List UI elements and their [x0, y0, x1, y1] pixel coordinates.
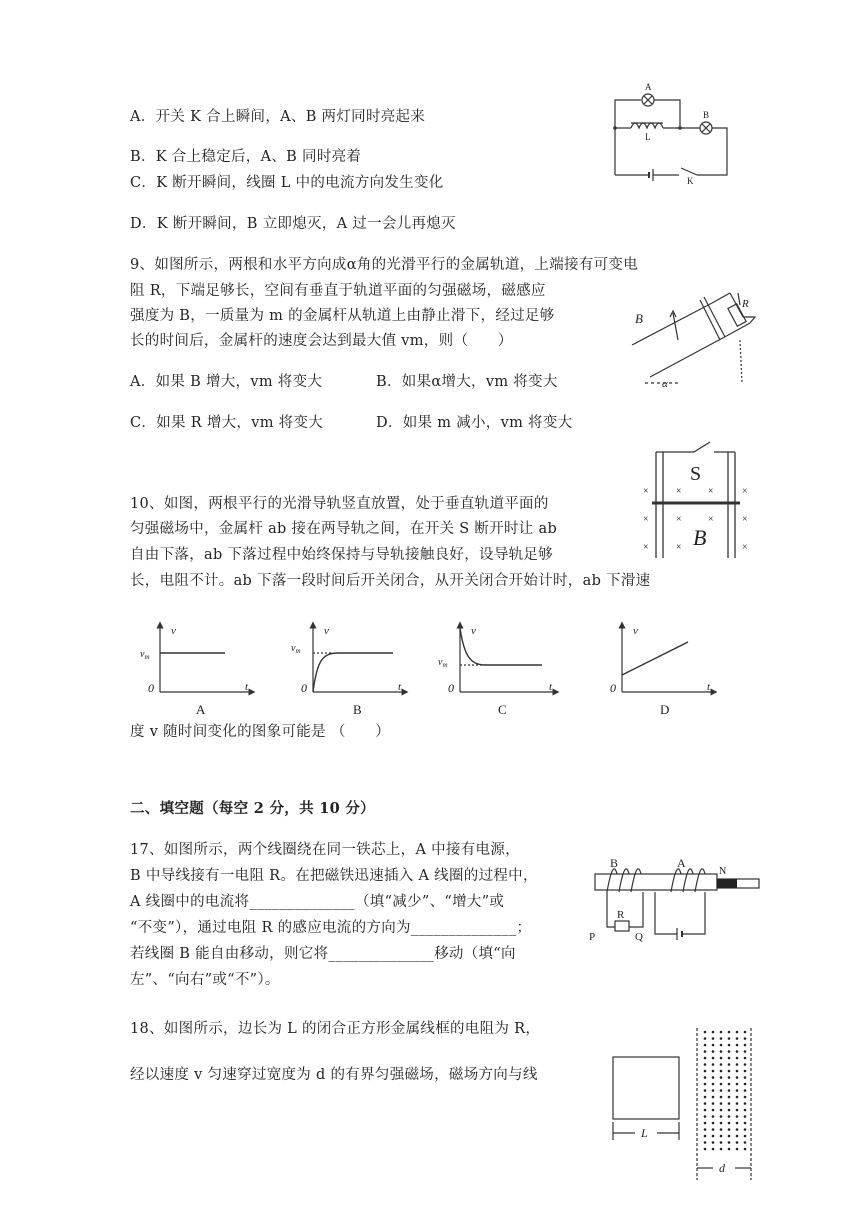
q9-option-d: D．如果 m 减小，vm 将变大 — [376, 415, 573, 431]
section-title-fill-in: 二、填空题（每空 2 分，共 10 分） — [130, 800, 375, 817]
field-dot — [704, 1083, 707, 1086]
field-dot — [704, 1063, 707, 1066]
graph-a-origin: 0 — [148, 681, 154, 695]
field-dot — [720, 1148, 723, 1151]
field-dot — [728, 1070, 731, 1073]
q10-line-3: 自由下落，ab 下落过程中始终保持与导轨接触良好，设导轨足够 — [130, 547, 554, 563]
svg-text:×: × — [643, 514, 649, 525]
graph-b-t-axis: t — [398, 681, 402, 693]
field-dot — [744, 1050, 747, 1053]
field-dot — [728, 1135, 731, 1138]
field-dot — [736, 1083, 739, 1086]
field-dot — [704, 1109, 707, 1112]
field-dot — [720, 1089, 723, 1092]
field-dot — [736, 1050, 739, 1053]
q10-rails-figure — [638, 440, 758, 560]
field-dot — [728, 1089, 731, 1092]
graph-d-label: D — [660, 702, 670, 717]
field-dot — [728, 1057, 731, 1060]
svg-text:×: × — [676, 542, 682, 553]
q17-line-3: A 线圈中的电流将______________（填“减少”、“增大”或 — [130, 894, 505, 910]
field-dot — [728, 1031, 731, 1034]
svg-text:×: × — [676, 514, 682, 525]
graph-d — [610, 625, 714, 717]
field-dot — [712, 1083, 715, 1086]
svg-text:×: × — [676, 486, 682, 497]
graph-c-v-axis: v — [471, 625, 476, 637]
field-dot — [744, 1128, 747, 1131]
field-dot — [744, 1141, 747, 1144]
field-dot — [728, 1122, 731, 1125]
field-dot — [712, 1063, 715, 1066]
field-dot — [736, 1057, 739, 1060]
field-dot — [704, 1102, 707, 1105]
q8-option-a: A．开关 K 合上瞬间，A、B 两灯同时亮起来 — [130, 109, 426, 125]
field-dot — [720, 1128, 723, 1131]
field-dot — [744, 1076, 747, 1079]
q17-coils-figure — [585, 852, 765, 942]
field-dot — [704, 1141, 707, 1144]
field-dot — [720, 1037, 723, 1040]
field-dot — [744, 1148, 747, 1151]
q9-option-a: A．如果 B 增大，vm 将变大 — [130, 374, 323, 390]
field-dot — [744, 1063, 747, 1066]
graph-b-vm: $v_m$ — [291, 643, 301, 655]
q17-coil-a-label: A — [677, 856, 686, 870]
q18-side-label: L — [641, 1126, 648, 1140]
field-dot — [704, 1050, 707, 1053]
field-dot — [728, 1115, 731, 1118]
field-dot — [744, 1102, 747, 1105]
graph-a-v-axis: v — [171, 625, 176, 637]
svg-text:×: × — [643, 542, 649, 553]
q18-frame-figure — [605, 1020, 765, 1200]
field-dot — [728, 1037, 731, 1040]
field-dot — [728, 1148, 731, 1151]
field-dot — [744, 1135, 747, 1138]
q10-line-5: 度 v 随时间变化的图象可能是 （ ） — [130, 724, 391, 740]
field-dot — [720, 1031, 723, 1034]
field-dot — [744, 1089, 747, 1092]
field-dot — [728, 1102, 731, 1105]
field-dot — [712, 1109, 715, 1112]
field-dot — [712, 1070, 715, 1073]
graph-d-origin: 0 — [610, 681, 616, 695]
field-dot — [728, 1109, 731, 1112]
graph-c-origin: 0 — [448, 681, 454, 695]
field-dot — [712, 1037, 715, 1040]
field-dot — [744, 1070, 747, 1073]
field-dot — [728, 1050, 731, 1053]
field-dot — [728, 1128, 731, 1131]
q8-lamp-a-label: A — [645, 82, 652, 92]
field-dot — [704, 1076, 707, 1079]
field-dot — [712, 1141, 715, 1144]
graph-a — [140, 625, 252, 717]
graph-b-label: B — [353, 702, 362, 717]
field-dot — [728, 1063, 731, 1066]
q8-switch-label: K — [687, 176, 694, 186]
field-dot — [736, 1089, 739, 1092]
graph-a-t-axis: t — [245, 681, 249, 693]
q17-p-label: P — [589, 931, 596, 943]
field-dot — [720, 1141, 723, 1144]
field-dot — [712, 1076, 715, 1079]
field-dot — [712, 1122, 715, 1125]
q17-line-6: 左”、“向右”或“不”）。 — [130, 972, 280, 988]
graph-c-t-axis: t — [549, 681, 553, 693]
field-dot — [736, 1109, 739, 1112]
field-dot — [712, 1096, 715, 1099]
field-dot — [736, 1096, 739, 1099]
field-dot — [744, 1115, 747, 1118]
field-dot — [712, 1044, 715, 1047]
field-dot — [704, 1089, 707, 1092]
field-dot — [704, 1122, 707, 1125]
q17-line-5: 若线圈 B 能自由移动，则它将______________移动（填“向 — [130, 946, 516, 962]
field-dot — [712, 1050, 715, 1053]
q10-switch-label: S — [690, 463, 702, 485]
q9-rails-figure — [620, 285, 765, 395]
field-dot — [720, 1096, 723, 1099]
q17-line-2: B 中导线接有一电阻 R。在把磁铁迅速插入 A 线圈的过程中， — [130, 868, 538, 884]
field-dot — [736, 1135, 739, 1138]
q8-option-b: B．K 合上稳定后，A、B 同时亮着 — [130, 149, 362, 165]
field-dot — [704, 1037, 707, 1040]
field-dot — [712, 1148, 715, 1151]
field-dot — [736, 1044, 739, 1047]
field-dot — [744, 1122, 747, 1125]
field-dot — [736, 1063, 739, 1066]
graph-d-t-axis: t — [707, 681, 711, 693]
q10-line-1: 10、如图，两根平行的光滑导轨竖直放置，处于垂直轨道平面的 — [130, 496, 549, 512]
q9-angle-label: α — [662, 378, 668, 390]
field-dot — [704, 1031, 707, 1034]
field-dot — [736, 1102, 739, 1105]
field-dot — [720, 1115, 723, 1118]
q10-graphs — [140, 620, 780, 720]
graph-b-origin: 0 — [301, 681, 307, 695]
q10-field-label: B — [693, 525, 707, 550]
field-dot — [704, 1135, 707, 1138]
field-dot — [712, 1057, 715, 1060]
field-dot — [736, 1031, 739, 1034]
q9-line-4: 长的时间后，金属杆的速度会达到最大值 vm，则（ ） — [130, 333, 513, 349]
field-dot — [736, 1037, 739, 1040]
field-dot — [736, 1076, 739, 1079]
field-dot — [720, 1122, 723, 1125]
q9-line-1: 9、如图所示，两根和水平方向成α角的光滑平行的金属轨道，上端接有可变电 — [130, 257, 639, 273]
svg-text:×: × — [708, 514, 714, 525]
svg-text:×: × — [742, 514, 748, 525]
graph-c — [438, 625, 556, 717]
field-dot — [736, 1141, 739, 1144]
q8-option-d: D．K 断开瞬间，B 立即熄灭，A 过一会儿再熄灭 — [130, 216, 456, 232]
field-dot — [744, 1044, 747, 1047]
q8-option-c: C．K 断开瞬间，线圈 L 中的电流方向发生变化 — [130, 175, 444, 191]
field-dot — [720, 1070, 723, 1073]
graph-c-vm: $v_m$ — [438, 657, 448, 669]
graph-a-label: A — [196, 702, 206, 717]
q8-coil-label: L — [645, 132, 651, 142]
q8-lamp-b-label: B — [703, 110, 710, 120]
field-dot — [720, 1063, 723, 1066]
field-dot — [704, 1148, 707, 1151]
svg-text:×: × — [742, 542, 748, 553]
field-dot — [728, 1141, 731, 1144]
q17-magnet-label: N — [719, 866, 727, 877]
field-dot — [736, 1148, 739, 1151]
field-dot — [736, 1128, 739, 1131]
q17-resistor-label: R — [617, 909, 625, 921]
graph-b-v-axis: v — [324, 625, 329, 637]
field-dot — [720, 1135, 723, 1138]
field-dot — [744, 1057, 747, 1060]
field-dot — [712, 1128, 715, 1131]
field-dot — [712, 1031, 715, 1034]
field-dot — [744, 1096, 747, 1099]
graph-d-v-axis: v — [633, 625, 638, 637]
field-dot — [712, 1135, 715, 1138]
q9-field-label: B — [635, 311, 643, 326]
q17-q-label: Q — [635, 931, 643, 943]
field-dot — [728, 1096, 731, 1099]
graph-b — [291, 625, 405, 717]
field-dot — [720, 1102, 723, 1105]
q17-coil-b-label: B — [610, 856, 619, 870]
field-dot — [712, 1115, 715, 1118]
q9-option-b: B．如果α增大，vm 将变大 — [376, 374, 558, 390]
graph-c-label: C — [498, 702, 507, 717]
svg-text:×: × — [708, 486, 714, 497]
field-dot — [728, 1044, 731, 1047]
field-dot — [720, 1076, 723, 1079]
field-dot — [704, 1044, 707, 1047]
field-dot — [720, 1083, 723, 1086]
q9-resistor-label: R — [742, 298, 749, 310]
field-dot — [736, 1070, 739, 1073]
field-dot — [720, 1057, 723, 1060]
field-dot — [712, 1102, 715, 1105]
field-dot — [736, 1122, 739, 1125]
field-dot — [704, 1057, 707, 1060]
field-dot — [728, 1083, 731, 1086]
field-dot — [720, 1044, 723, 1047]
q9-line-3: 强度为 B，一质量为 m 的金属杆从轨道上由静止滑下，经过足够 — [130, 308, 555, 324]
q17-line-1: 17、如图所示，两个线圈绕在同一铁芯上，A 中接有电源， — [130, 842, 520, 858]
q9-option-c: C．如果 R 增大，vm 将变大 — [130, 415, 324, 431]
field-dot — [744, 1083, 747, 1086]
field-dot — [744, 1037, 747, 1040]
svg-text:×: × — [742, 486, 748, 497]
field-dot — [704, 1115, 707, 1118]
q18-width-label: d — [719, 1161, 725, 1175]
q18-line-2: 经以速度 v 匀速穿过宽度为 d 的有界匀强磁场，磁场方向与线 — [130, 1067, 538, 1083]
q10-line-2: 匀强磁场中，金属杆 ab 接在两导轨之间，在开关 S 断开时让 ab — [130, 521, 558, 537]
field-dot — [704, 1128, 707, 1131]
q9-line-2: 阻 R，下端足够长，空间有垂直于轨道平面的匀强磁场，磁感应 — [130, 283, 546, 299]
q17-line-4: “不变”），通过电阻 R 的感应电流的方向为______________； — [130, 920, 532, 936]
field-dot — [720, 1109, 723, 1112]
field-dot — [720, 1050, 723, 1053]
field-dot — [736, 1115, 739, 1118]
q10-line-4: 长，电阻不计。ab 下落一段时间后开关闭合，从开关闭合开始计时，ab 下滑速 — [130, 573, 651, 589]
field-dot — [744, 1031, 747, 1034]
field-dot — [744, 1109, 747, 1112]
field-dot — [704, 1070, 707, 1073]
field-dot — [728, 1076, 731, 1079]
field-dot — [704, 1096, 707, 1099]
svg-text:×: × — [643, 486, 649, 497]
field-dot — [712, 1089, 715, 1092]
q8-circuit-figure — [605, 80, 745, 190]
magnetic-field-dots — [704, 1031, 747, 1151]
q18-line-1: 18、如图所示，边长为 L 的闭合正方形金属线框的电阻为 R， — [130, 1021, 541, 1037]
graph-a-vm: $v_m$ — [140, 649, 150, 661]
